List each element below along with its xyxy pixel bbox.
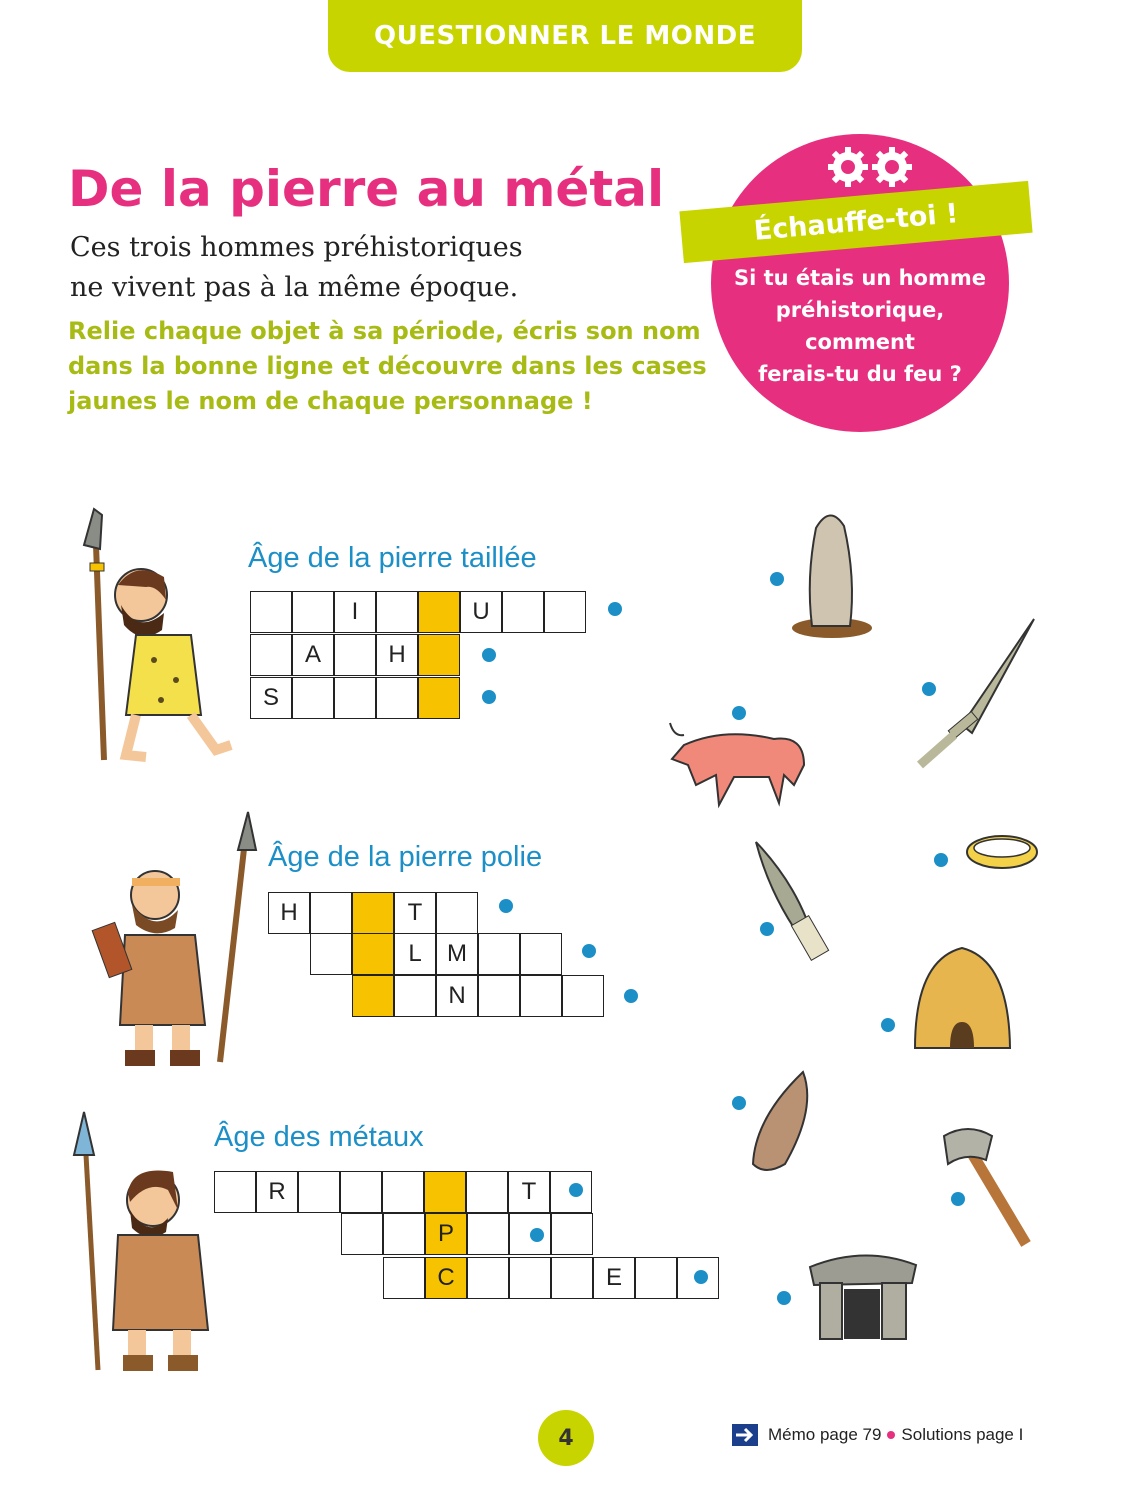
connect-dot[interactable]: [482, 690, 496, 704]
polished-stone-knife-illustration: [750, 838, 845, 963]
crossword-cell[interactable]: [418, 591, 460, 633]
connect-dot[interactable]: [569, 1183, 583, 1197]
crossword-cell[interactable]: [352, 975, 394, 1017]
crossword-cell[interactable]: [310, 933, 352, 975]
instruction-line-3: jaunes le nom de chaque personnage !: [68, 387, 593, 415]
crossword-cell[interactable]: [340, 1171, 382, 1213]
crossword-cell[interactable]: R: [256, 1171, 298, 1213]
crossword-cell[interactable]: [467, 1213, 509, 1255]
crossword-cell[interactable]: N: [436, 975, 478, 1017]
crossword-cell[interactable]: [352, 933, 394, 975]
crossword-cell[interactable]: [383, 1213, 425, 1255]
stone-axe-illustration: [938, 1120, 1038, 1250]
caveman-neolithic-illustration: [80, 810, 265, 1070]
crossword-cell[interactable]: [635, 1257, 677, 1299]
connect-dot[interactable]: [482, 648, 496, 662]
crossword-cell[interactable]: P: [425, 1213, 467, 1255]
crossword-cell[interactable]: [424, 1171, 466, 1213]
crossword-cell[interactable]: [436, 892, 478, 934]
crossword-cell[interactable]: [383, 1257, 425, 1299]
crossword-cell[interactable]: [502, 591, 544, 633]
crossword-cell[interactable]: [214, 1171, 256, 1213]
crossword-cell[interactable]: [250, 591, 292, 633]
warmup-line-3: ferais-tu du feu ?: [758, 362, 962, 386]
crossword-cell[interactable]: [334, 634, 376, 676]
crossword-cell[interactable]: H: [376, 634, 418, 676]
crossword-cell[interactable]: [467, 1257, 509, 1299]
connect-dot[interactable]: [582, 944, 596, 958]
crossword-cell[interactable]: [478, 975, 520, 1017]
connect-dot[interactable]: [624, 989, 638, 1003]
crossword-cell[interactable]: [551, 1213, 593, 1255]
crossword-cell[interactable]: A: [292, 634, 334, 676]
crossword-cell[interactable]: I: [334, 591, 376, 633]
connect-dot[interactable]: [530, 1228, 544, 1242]
menhir-illustration: [790, 508, 880, 643]
instructions: [68, 314, 708, 419]
object-connect-dot[interactable]: [881, 1018, 895, 1032]
crossword-cell[interactable]: [478, 933, 520, 975]
solutions-reference: Solutions page I: [901, 1425, 1024, 1444]
section-header: QUESTIONNER LE MONDE: [328, 0, 802, 72]
crossword-cell[interactable]: [382, 1171, 424, 1213]
crossword-cell[interactable]: [466, 1171, 508, 1213]
connect-dot[interactable]: [694, 1270, 708, 1284]
object-connect-dot[interactable]: [732, 1096, 746, 1110]
crossword-cell[interactable]: [394, 975, 436, 1017]
warmup-question: [730, 262, 990, 390]
warmup-banner: Échauffe-toi !: [679, 181, 1032, 263]
crossword-cell[interactable]: [352, 892, 394, 934]
crossword-cell[interactable]: [544, 591, 586, 633]
page-title: De la pierre au métal: [68, 160, 665, 218]
crossword-cell[interactable]: M: [436, 933, 478, 975]
memo-reference: Mémo page 79: [768, 1425, 882, 1444]
age-title-neolithic: Âge de la pierre polie: [268, 841, 543, 873]
crossword-cell[interactable]: [376, 677, 418, 719]
bronze-sword-illustration: [912, 615, 1042, 770]
crossword-cell[interactable]: T: [508, 1171, 550, 1213]
crossword-cell[interactable]: [418, 634, 460, 676]
dolmen-illustration: [804, 1245, 924, 1345]
crossword-cell[interactable]: [376, 591, 418, 633]
crossword-cell[interactable]: T: [394, 892, 436, 934]
flint-biface-illustration: [745, 1068, 820, 1178]
crossword-cell[interactable]: L: [394, 933, 436, 975]
caveman-paleolithic-illustration: [66, 505, 251, 770]
cave-painting-bison-illustration: [664, 715, 814, 810]
footer-references: [732, 1424, 1023, 1446]
thatched-hut-illustration: [905, 940, 1020, 1055]
crossword-cell[interactable]: [520, 975, 562, 1017]
age-title-paleolithic: Âge de la pierre taillée: [248, 542, 537, 574]
crossword-cell[interactable]: [341, 1213, 383, 1255]
crossword-cell[interactable]: E: [593, 1257, 635, 1299]
crossword-cell[interactable]: [551, 1257, 593, 1299]
object-connect-dot[interactable]: [777, 1291, 791, 1305]
crossword-cell[interactable]: [298, 1171, 340, 1213]
object-connect-dot[interactable]: [934, 853, 948, 867]
bronze-bracelet-illustration: [962, 826, 1042, 876]
instruction-line-1: Relie chaque objet à sa période, écris son nom: [68, 317, 701, 345]
crossword-cell[interactable]: [520, 933, 562, 975]
warmup-line-2: préhistorique, comment: [775, 298, 945, 354]
crossword-cell[interactable]: [334, 677, 376, 719]
arrow-right-icon: [732, 1424, 758, 1446]
intro-line-1: Ces trois hommes préhistoriques: [70, 232, 523, 263]
page-number: 4: [538, 1410, 594, 1466]
instruction-line-2: dans la bonne ligne et découvre dans les cases: [68, 352, 707, 380]
separator-dot: [887, 1431, 895, 1439]
object-connect-dot[interactable]: [770, 572, 784, 586]
crossword-cell[interactable]: [292, 591, 334, 633]
intro-text: [70, 228, 523, 308]
man-metal-age-illustration: [68, 1110, 233, 1375]
crossword-cell[interactable]: [509, 1257, 551, 1299]
connect-dot[interactable]: [499, 899, 513, 913]
crossword-cell[interactable]: C: [425, 1257, 467, 1299]
crossword-cell[interactable]: S: [250, 677, 292, 719]
gears-icon: [826, 146, 918, 188]
crossword-cell[interactable]: [310, 892, 352, 934]
crossword-cell[interactable]: [250, 634, 292, 676]
age-title-metal: Âge des métaux: [214, 1121, 424, 1153]
crossword-cell[interactable]: H: [268, 892, 310, 934]
intro-line-2: ne vivent pas à la même époque.: [70, 272, 519, 303]
connect-dot[interactable]: [608, 602, 622, 616]
crossword-cell[interactable]: U: [460, 591, 502, 633]
warmup-line-1: Si tu étais un homme: [734, 266, 986, 290]
crossword-cell[interactable]: [418, 677, 460, 719]
crossword-cell[interactable]: [562, 975, 604, 1017]
crossword-cell[interactable]: [292, 677, 334, 719]
